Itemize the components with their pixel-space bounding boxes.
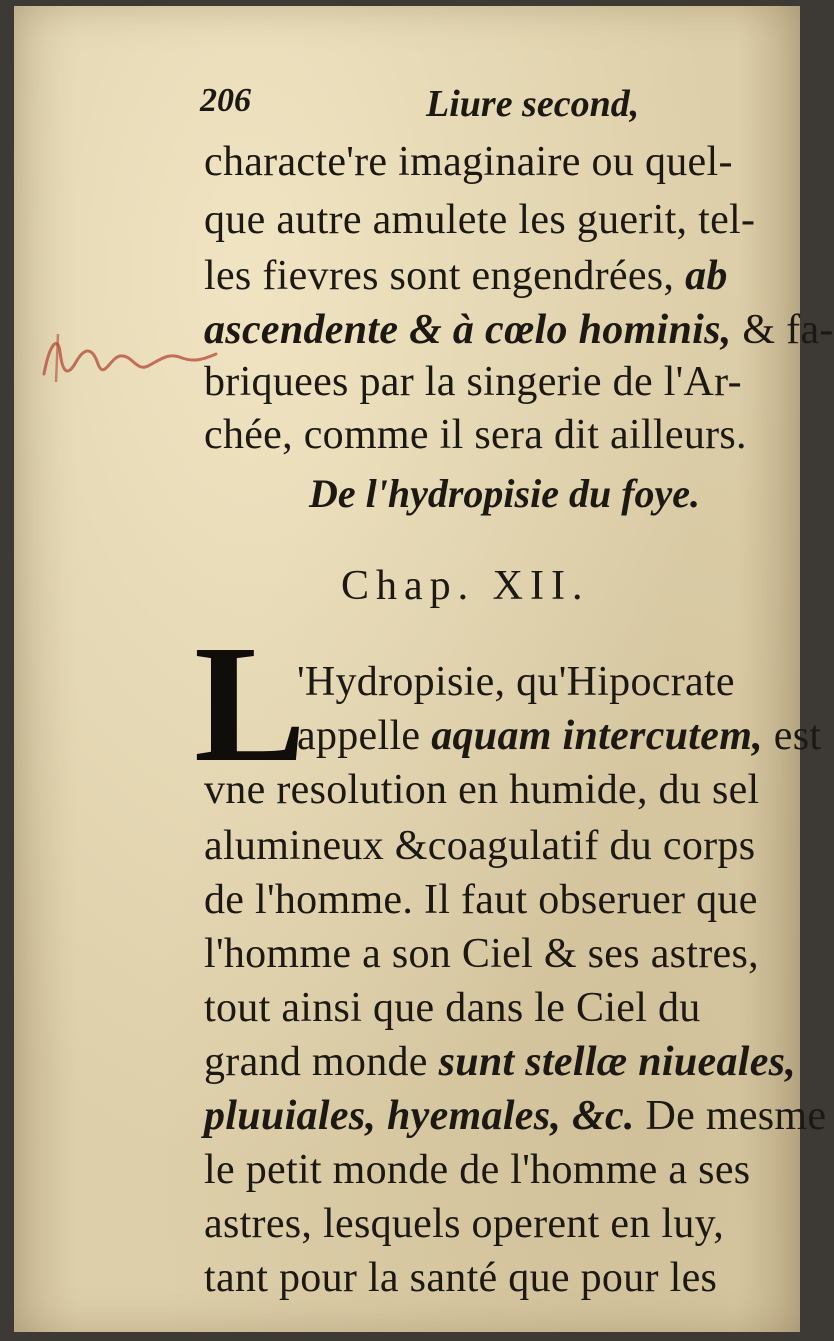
line-text: De mesme bbox=[645, 1093, 827, 1139]
line-text: est bbox=[773, 713, 822, 759]
text-line bbox=[204, 1252, 717, 1304]
text-line bbox=[204, 356, 742, 408]
book-page bbox=[14, 6, 834, 1332]
line-text: briquees par la singerie de l'Ar- bbox=[204, 359, 742, 405]
text-line bbox=[204, 409, 747, 461]
text-line bbox=[204, 1198, 724, 1250]
line-text: tout ainsi que dans le Ciel du bbox=[204, 985, 701, 1031]
line-text: que autre amulete les guerit, tel- bbox=[204, 197, 756, 243]
line-text: les fievres sont engendrées, bbox=[204, 253, 675, 299]
line-text: appelle bbox=[297, 713, 421, 759]
line-text: l'homme a son Ciel & ses astres, bbox=[204, 931, 759, 977]
line-text: de l'homme. Il faut obseruer que bbox=[204, 877, 758, 923]
text-line bbox=[204, 136, 733, 188]
page-number: 206 bbox=[200, 82, 251, 119]
line-text: astres, lesquels operent en luy, bbox=[204, 1201, 725, 1247]
text-line bbox=[204, 982, 701, 1034]
section-subtitle: De l'hydropisie du foye. bbox=[309, 471, 701, 516]
text-line bbox=[204, 820, 755, 872]
latin-phrase: aquam intercutem, bbox=[431, 713, 763, 759]
text-line bbox=[204, 1036, 796, 1088]
line-text: vne resolution en humide, du sel bbox=[204, 767, 760, 813]
line-text: chée, comme il sera dit ailleurs. bbox=[204, 412, 747, 458]
text-line bbox=[204, 1144, 750, 1196]
latin-phrase: pluuiales, hyemales, &c. bbox=[204, 1093, 635, 1139]
drop-cap: L bbox=[194, 611, 307, 797]
latin-phrase: ab bbox=[685, 253, 728, 299]
text-line bbox=[204, 304, 834, 356]
running-head bbox=[200, 82, 720, 126]
text-line bbox=[204, 194, 755, 246]
line-text: alumineux &coagulatif du corps bbox=[204, 823, 756, 869]
text-line bbox=[204, 928, 759, 980]
text-line bbox=[204, 764, 760, 816]
chapter-heading: Chap. XII. bbox=[341, 563, 590, 609]
latin-phrase: ascendente & à cœlo hominis, bbox=[204, 307, 732, 353]
line-text: 'Hydropisie, qu'Hipocrate bbox=[297, 659, 735, 705]
line-text: characte're imaginaire ou quel- bbox=[204, 139, 733, 185]
line-text: grand monde bbox=[204, 1039, 428, 1085]
latin-phrase: sunt stellæ niueales, bbox=[438, 1039, 797, 1085]
text-line bbox=[204, 250, 728, 302]
text-line bbox=[297, 710, 821, 762]
marginal-ink-mark bbox=[36, 322, 226, 392]
line-text: le petit monde de l'homme a ses bbox=[204, 1147, 751, 1193]
text-line bbox=[297, 656, 735, 708]
line-text: tant pour la santé que pour les bbox=[204, 1255, 718, 1301]
line-text: & fa- bbox=[742, 307, 834, 353]
text-line bbox=[204, 1090, 826, 1142]
text-line bbox=[204, 874, 758, 926]
running-title: Liure second, bbox=[426, 83, 640, 125]
